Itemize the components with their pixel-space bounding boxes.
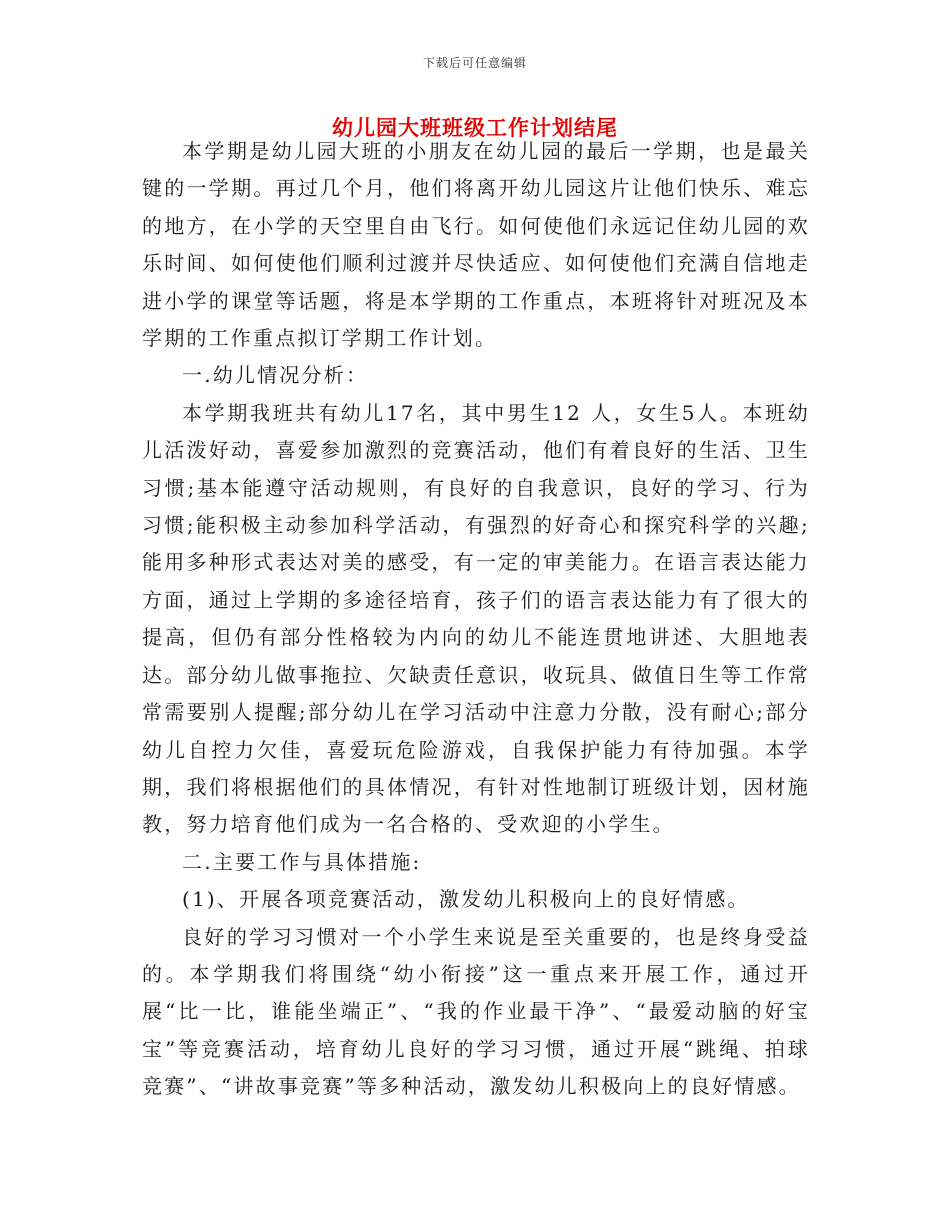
section-heading-main-work: 二.主要工作与具体措施: bbox=[182, 849, 422, 874]
paragraph-competitions: 良好的学习习惯对一个小学生来说是至关重要的，也是终身受益的。本学期我们将围绕“幼小衔接”这一重点来开展工作，通过开展“比一比，谁能坐端正”、“我的作业最干净”、“最爱动脑的好宝宝”等竞赛活动，培育幼儿良好的学习习惯，通过开展“跳绳、拍球竞赛”、“讲故事竞赛”等多种活动，激发幼儿积极向上的良好情感。 bbox=[142, 924, 810, 1099]
section-heading-child-analysis: 一.幼儿情况分析： bbox=[182, 363, 369, 388]
header-note: 下载后可任意编辑 bbox=[422, 56, 527, 70]
subheading-competitions: (1)、开展各项竞赛活动，激发幼儿积极向上的良好情感。 bbox=[182, 887, 750, 912]
document-body bbox=[142, 133, 810, 1106]
document-title: 幼儿园大班班级工作计划结尾 bbox=[332, 115, 618, 140]
paragraph-intro: 本学期是幼儿园大班的小朋友在幼儿园的最后一学期，也是最关键的一学期。再过几个月，他们将离开幼儿园这片让他们快乐、难忘的地方，在小学的天空里自由飞行。如何使他们永远记住幼儿园的欢乐时间、如何使他们顺利过渡并尽快适应、如何使他们充满自信地走进小学的课堂等话题，将是本学期的工作重点，本班将针对班况及本学期的工作重点拟订学期工作计划。 bbox=[142, 139, 810, 351]
paragraph-child-analysis: 本学期我班共有幼儿17名，其中男生12 人，女生5人。本班幼儿活泼好动，喜爱参加激烈的竞赛活动，他们有着良好的生活、卫生习惯;基本能遵守活动规则，有良好的自我意识，良好的学习、行为习惯;能积极主动参加科学活动，有强烈的好奇心和探究科学的兴趣;能用多种形式表达对美的感受，有一定的审美能力。在语言表达能力方面，通过上学期的多途径培育，孩子们的语言表达能力有了很大的提高，但仍有部分性格较为内向的幼儿不能连贯地讲述、大胆地表达。部分幼儿做事拖拉、欠缺责任意识，收玩具、做值日生等工作常常需要别人提醒;部分幼儿在学习活动中注意力分散，没有耐心;部分幼儿自控力欠佳，喜爱玩危险游戏，自我保护能力有待加强。本学期，我们将根据他们的具体情况，有针对性地制订班级计划，因材施教，努力培育他们成为一名合格的、受欢迎的小学生。 bbox=[142, 400, 810, 837]
